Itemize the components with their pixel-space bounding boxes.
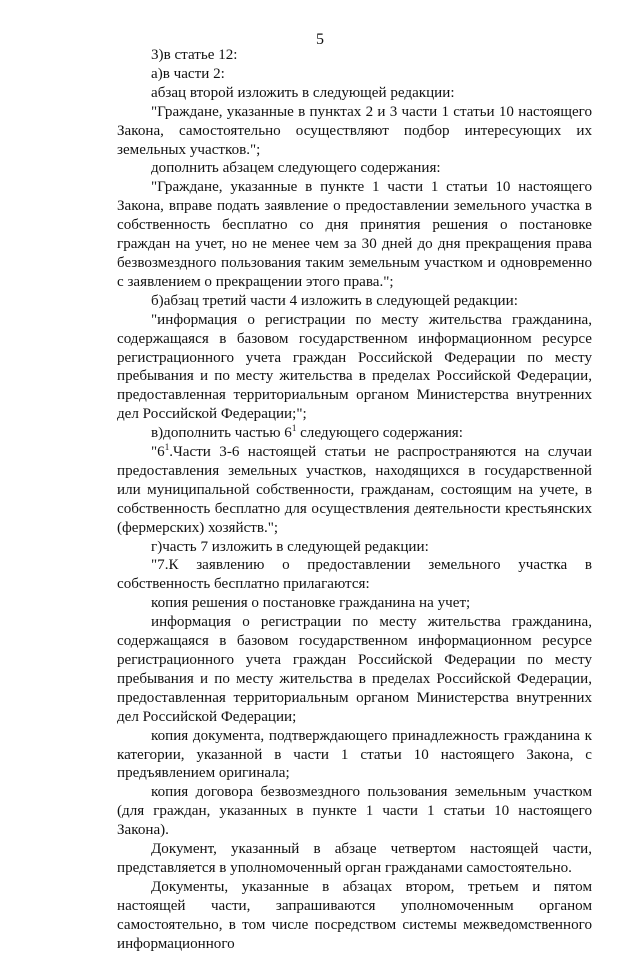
paragraph-quote-3: "информация о регистрации по месту жительства гражданина, содержащаяся в базовом государственном информационном ресурсе регистрационного учета граждан Российской Федерации по месту пребывания и по месту жительства в пределах Российской Федерации, предоставленная территориальным органом Министерства внутренних дел Российской Федерации;"; <box>117 311 592 423</box>
page-number: 5 <box>316 31 324 48</box>
paragraph-quote-4-superscript: 1 <box>164 442 170 453</box>
paragraph-add-indent: дополнить абзацем следующего содержания: <box>151 160 441 177</box>
paragraph-g: г)часть 7 изложить в следующей редакции: <box>151 538 429 555</box>
paragraph-quote-4 <box>117 443 592 538</box>
paragraph-quote-4-before: "6 <box>151 444 165 461</box>
document-body <box>117 46 592 954</box>
paragraph-quote-4-after: .Части 3-6 настоящей статьи не распространяются на случаи предоставления земельных участков, находящихся в государственной или муниципальной собственности, гражданам, состоящим на учете, в собственность бесплатно для осуществления деятельности крестьянских (фермерских) хозяйств."; <box>117 444 592 536</box>
paragraph-v-superscript: 1 <box>291 423 297 434</box>
paragraph-registration-info: информация о регистрации по месту жительства гражданина, содержащаяся в базовом государственном информационном ресурсе регистрационного учета граждан Российской Федерации по месту пребывания и по месту жительства в пределах Российской Федерации, предоставленная территориальным органом Министерства внутренних дел Российской Федерации; <box>117 614 592 725</box>
paragraph-quote-1: "Граждане, указанные в пунктах 2 и 3 части 1 статьи 10 настоящего Закона, самостоятельно осуществляют подбор интересующих их земельных участков."; <box>117 103 592 158</box>
paragraph-documents-requested: Документы, указанные в абзацах втором, третьем и пятом настоящей части, запрашиваются уполномоченным органом самостоятельно, в том числе посредством системы межведомственного информационного <box>117 878 592 952</box>
paragraph-quote-2: "Граждане, указанные в пункте 1 части 1 статьи 10 настоящего Закона, вправе подать заявление о предоставлении земельного участка в собственность бесплатно со дня принятия решения о постановке граждан на учет, но не менее чем за 30 дней до дня прекращения права безвозмездного пользования таким земельным участком и одновременно с заявлением о прекращении этого права."; <box>117 179 592 290</box>
paragraph-copy-contract: копия договора безвозмездного пользования земельным участком (для граждан, указанных в пункте 1 части 1 статьи 10 настоящего Закона). <box>117 784 592 839</box>
paragraph-part-2: а)в части 2: <box>151 65 225 82</box>
paragraph-v <box>117 424 592 443</box>
paragraph-b: б)абзац третий части 4 изложить в следующей редакции: <box>151 292 518 309</box>
paragraph-copy-document: копия документа, подтверждающего принадлежность гражданина к категории, указанной в части 1 статьи 10 настоящего Закона, с предъявлением оригинала; <box>117 727 592 782</box>
paragraph-copy-decision: копия решения о постановке гражданина на учет; <box>151 595 471 612</box>
paragraph-v-before: в)дополнить частью 6 <box>151 425 292 442</box>
paragraph-quote-5: "7.К заявлению о предоставлении земельного участка в собственность бесплатно прилагаются: <box>117 557 592 593</box>
paragraph-v-after: следующего содержания: <box>296 425 463 442</box>
paragraph-document-fourth: Документ, указанный в абзаце четвертом настоящей части, представляется в уполномоченный орган гражданами самостоятельно. <box>117 841 592 876</box>
paragraph-article-12: 3)в статье 12: <box>151 47 238 63</box>
paragraph-second-indent: абзац второй изложить в следующей редакции: <box>151 84 455 101</box>
